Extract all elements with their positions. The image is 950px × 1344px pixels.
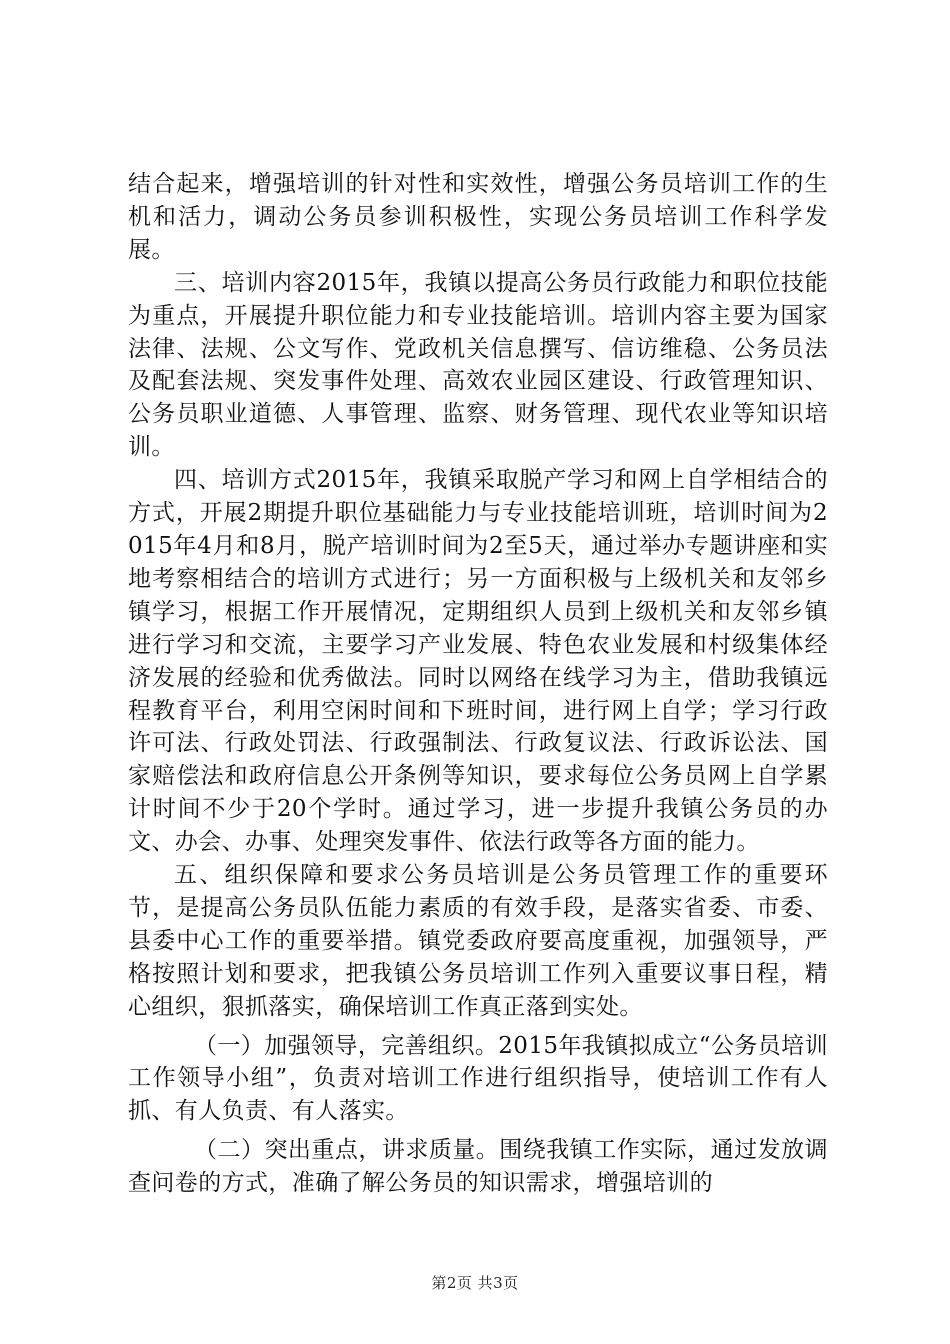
page-number-footer: 第2页 共3页 bbox=[431, 1274, 519, 1292]
paragraph-training-content: 三、培训内容2015年，我镇以提高公务员行政能力和职位技能为重点，开展提升职位能力和专业技能培训。培训内容主要为国家法律、法规、公文写作、党政机关信息撰写、信访维稳、公务员法及配套法规、突发事件处理、高效农业园区建设、行政管理知识、公务员职业道德、人事管理、监察、财务管理、现代农业等知识培训。 bbox=[128, 269, 828, 461]
paragraph-organization-guarantee: 五、组织保障和要求公务员培训是公务员管理工作的重要环节，是提高公务员队伍能力素质的有效手段，是落实省委、市委、县委中心工作的重要举措。镇党委政府要高度重视，加强领导，严格按照计划和要求，把我镇公务员培训工作列入重要议事日程，精心组织，狠抓落实，确保培训工作真正落到实处。 bbox=[128, 862, 828, 1020]
paragraph-highlight-focus: （二）突出重点，讲求质量。围绕我镇工作实际，通过发放调查问卷的方式，准确了解公务员的知识需求，增强培训的 bbox=[128, 1137, 828, 1197]
paragraph-strengthen-leadership: （一）加强领导，完善组织。2015年我镇拟成立“公务员培训工作领导小组”，负责对培训工作进行组织指导，使培训工作有人抓、有人负责、有人落实。 bbox=[128, 1032, 828, 1125]
document-body bbox=[128, 168, 828, 1200]
paragraph-continuation: 结合起来，增强培训的针对性和实效性，增强公务员培训工作的生机和活力，调动公务员参训积极性，实现公务员培训工作科学发展。 bbox=[128, 171, 828, 263]
paragraph-training-method: 四、培训方式2015年，我镇采取脱产学习和网上自学相结合的方式，开展2期提升职位基础能力与专业技能培训班，培训时间为2015年4月和8月，脱产培训时间为2至5天，通过举办专题讲座和实地考察相结合的培训方式进行；另一方面积极与上级机关和友邻乡镇学习，根据工作开展情况，定期组织人员到上级机关和友邻乡镇进行学习和交流，主要学习产业发展、特色农业发展和村级集体经济发展的经验和优秀做法。同时以网络在线学习为主，借助我镇远程教育平台，利用空闲时间和下班时间，进行网上自学；学习行政许可法、行政处罚法、行政强制法、行政复议法、行政诉讼法、国家赔偿法和政府信息公开条例等知识，要求每位公务员网上自学累计时间不少于20个学时。通过学习，进一步提升我镇公务员的办文、办会、办事、处理突发事件、依法行政等各方面的能力。 bbox=[128, 467, 828, 856]
